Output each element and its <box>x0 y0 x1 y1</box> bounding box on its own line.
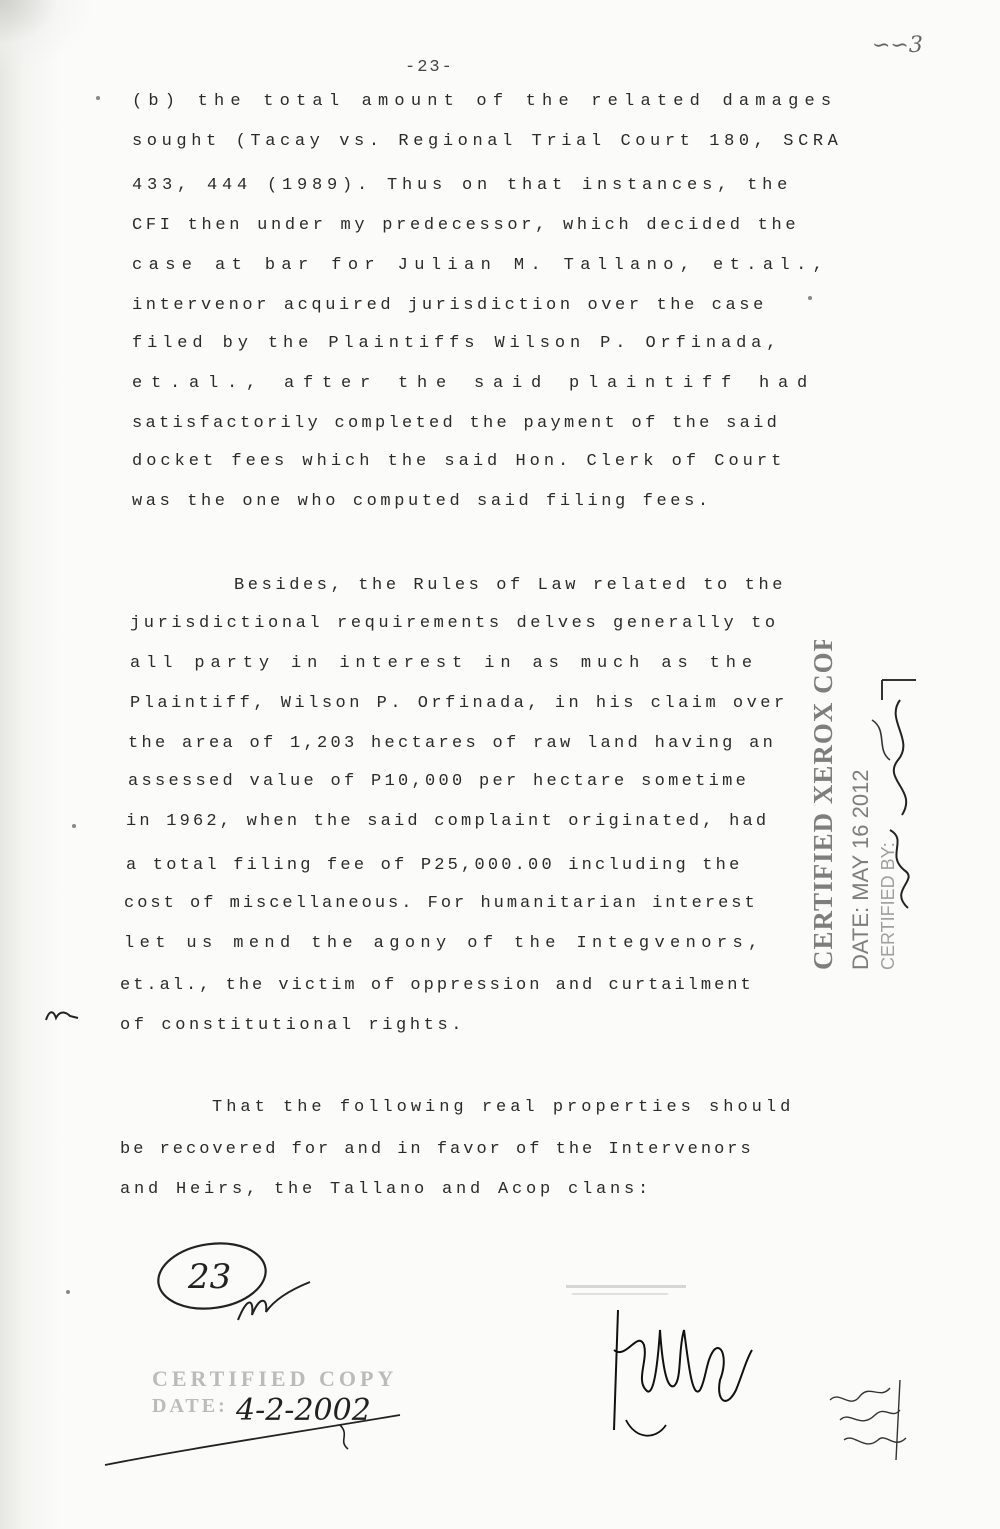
paragraph-1-line-4: CFI then under my predecessor, which decided the <box>132 216 800 235</box>
main-signature <box>596 1290 766 1450</box>
circled-number-text: 23 <box>188 1257 232 1297</box>
paragraph-1-line-7: filed by the Plaintiffs Wilson P. Orfinada, <box>132 334 782 353</box>
bottom-underline-stroke <box>100 1405 420 1475</box>
bottom-stamp-line1: CERTIFIED COPY <box>152 1366 398 1391</box>
paragraph-3-line-2: be recovered for and in favor of the Intervenors <box>120 1140 754 1159</box>
paragraph-1-line-1: (b) the total amount of the related damages <box>132 92 838 111</box>
paragraph-2-line-8: a total filing fee of P25,000.00 including the <box>126 856 743 875</box>
stamp-right-line2: DATE: MAY 16 2012 <box>848 769 873 970</box>
stamp-right-line1: CERTIFIED XEROX COPY <box>808 640 838 970</box>
paragraph-2-line-7: in 1962, when the said complaint originated, had <box>126 812 770 831</box>
margin-speck <box>808 296 812 300</box>
paragraph-3-line-3: and Heirs, the Tallano and Acop clans: <box>120 1180 653 1199</box>
bottom-stamp-line2: DATE: <box>152 1395 228 1417</box>
paragraph-1-line-10: docket fees which the said Hon. Clerk of Court <box>132 452 786 471</box>
certified-xerox-copy-stamp <box>790 640 940 980</box>
paragraph-1-line-9: satisfactorily completed the payment of the said <box>132 414 781 433</box>
paragraph-2-line-6: assessed value of P10,000 per hectare sometime <box>128 772 750 791</box>
paragraph-2-line-12: of constitutional rights. <box>120 1016 466 1035</box>
handwritten-date: 4-2-2002 <box>236 1393 371 1428</box>
scan-edge-shadow <box>0 0 60 1529</box>
stamp-right-line3: CERTIFIED BY: <box>878 842 898 970</box>
margin-speck <box>96 96 100 100</box>
paragraph-2-line-9: cost of miscellaneous. For humanitarian interest <box>124 894 758 913</box>
circled-page-number <box>150 1240 320 1340</box>
paragraph-1-line-3: 433, 444 (1989). Thus on that instances, the <box>132 176 793 195</box>
bottom-right-handwritten-note <box>820 1360 920 1470</box>
page-number: -23- <box>405 58 454 77</box>
margin-tick-mark <box>44 1002 84 1026</box>
margin-speck <box>72 824 76 828</box>
paragraph-1-line-11: was the one who computed said filing fees. <box>132 492 712 511</box>
paragraph-2-line-5: the area of 1,203 hectares of raw land having an <box>128 734 777 753</box>
paragraph-2-line-2: jurisdictional requirements delves generally to <box>130 614 779 633</box>
initials-signature <box>238 1282 310 1320</box>
paragraph-2-line-3: all party in interest in as much as the <box>130 654 758 673</box>
scan-corner-smudge <box>0 0 90 70</box>
paragraph-1-line-8: et.al., after the said plaintiff had <box>132 374 817 393</box>
paragraph-2-line-10: let us mend the agony of the Integvenors, <box>124 934 764 953</box>
paragraph-2-line-1: Besides, the Rules of Law related to the <box>234 576 787 595</box>
faint-stamp-text <box>560 1275 700 1305</box>
paragraph-2-line-4: Plaintiff, Wilson P. Orfinada, in his claim over <box>130 694 788 713</box>
corner-handwritten-mark: ∽∽3 <box>872 33 923 58</box>
paragraph-2-line-11: et.al., the victim of oppression and curtailment <box>120 976 754 995</box>
paragraph-1-line-2: sought (Tacay vs. Regional Trial Court 180, SCRA <box>132 132 843 151</box>
paragraph-3-line-1: That the following real properties should <box>212 1098 795 1117</box>
paragraph-1-line-5: case at bar for Julian M. Tallano, et.al., <box>132 256 830 275</box>
paragraph-1-line-6: intervenor acquired jurisdiction over the case <box>132 296 767 315</box>
margin-speck <box>66 1290 70 1294</box>
